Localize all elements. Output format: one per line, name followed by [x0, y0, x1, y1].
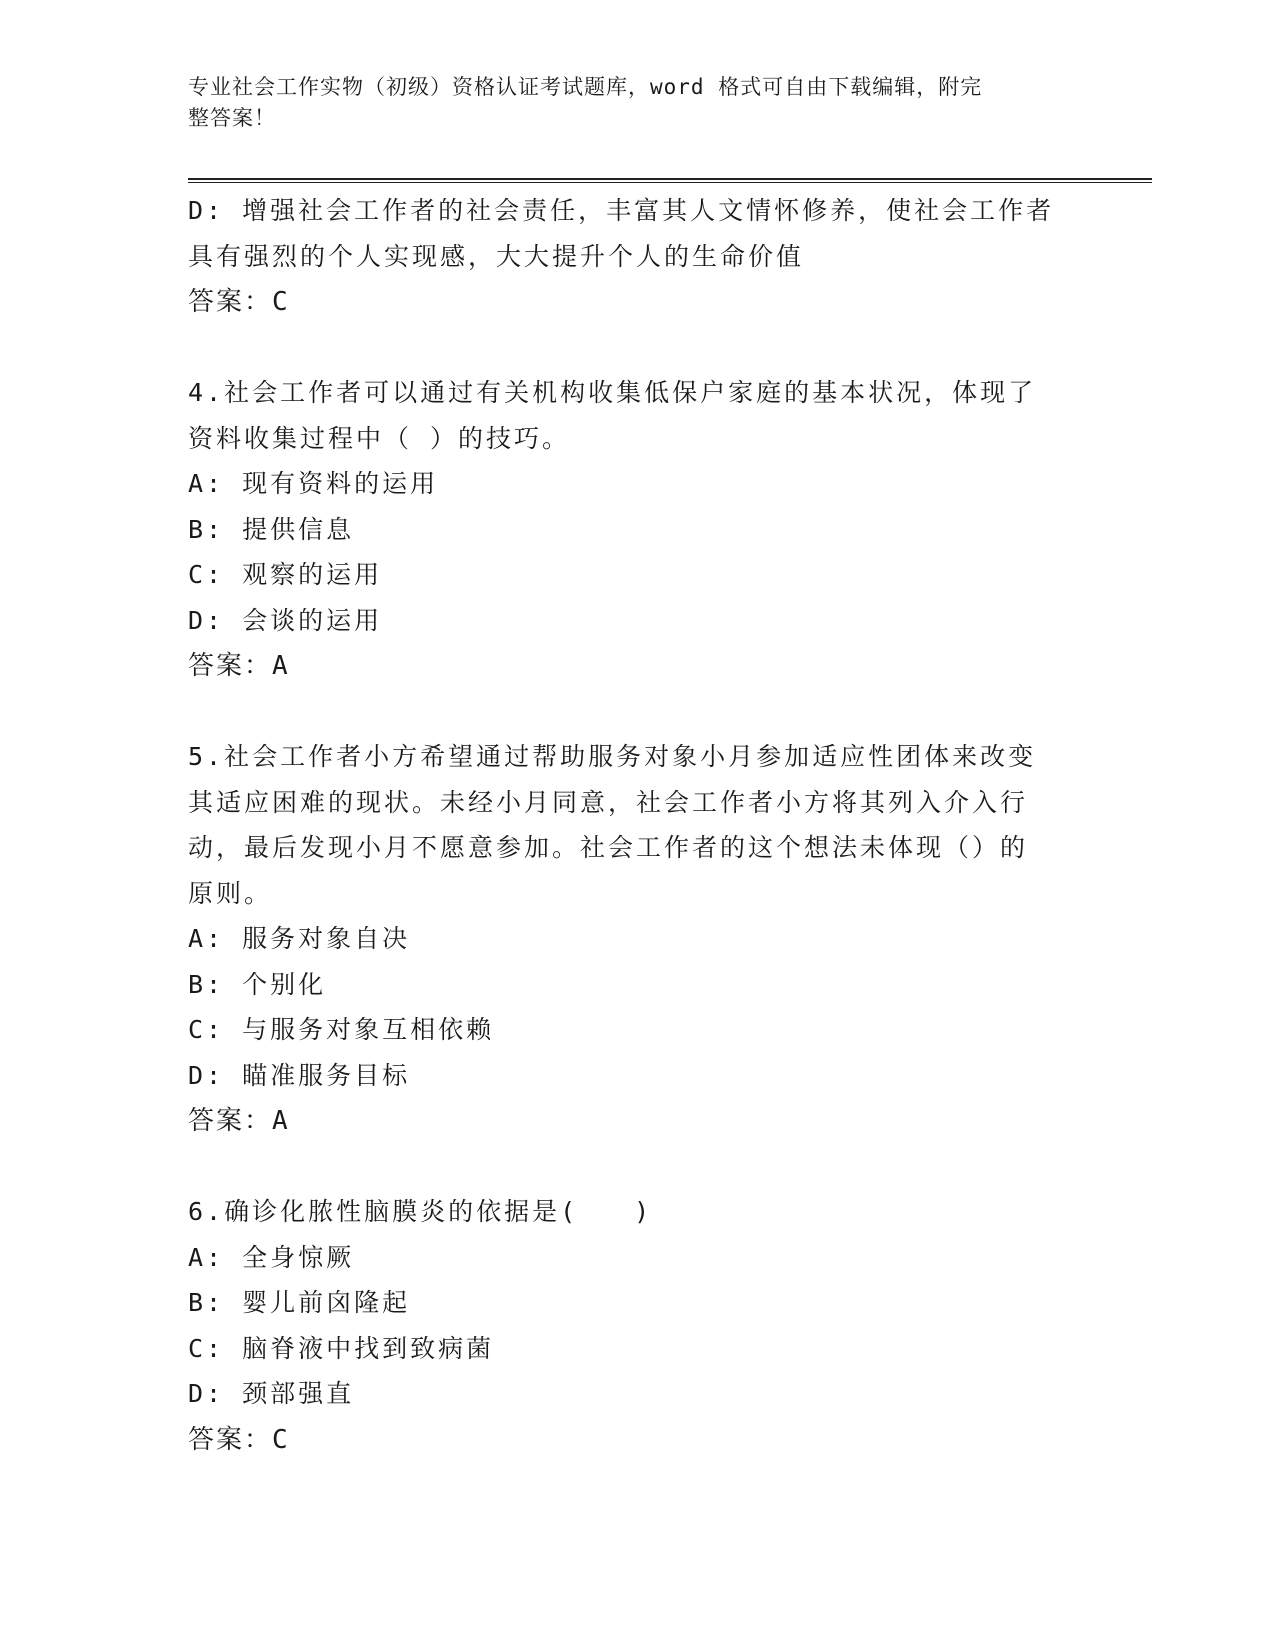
option-c: C: 与服务对象互相依赖	[188, 1015, 495, 1044]
document-header	[188, 72, 1068, 134]
question-3-tail	[188, 188, 1088, 325]
answer: 答案：C	[188, 287, 290, 317]
question-stem-continued: 其适应困难的现状。未经小月同意，社会工作者小方将其列入介入行	[188, 787, 1029, 817]
option-b: B: 个别化	[188, 969, 327, 999]
option-a: A: 全身惊厥	[188, 1242, 355, 1272]
option-d-continued: 具有强烈的个人实现感，大大提升个人的生命价值	[188, 241, 805, 271]
option-b: B: 提供信息	[188, 514, 355, 544]
question-stem-continued: 动，最后发现小月不愿意参加。社会工作者的这个想法未体现（）的	[188, 833, 1029, 862]
option-d: D: 会谈的运用	[188, 605, 383, 635]
question-stem: 5.社会工作者小方希望通过帮助服务对象小月参加适应性团体来改变	[188, 742, 1037, 771]
question-4	[188, 370, 1088, 689]
answer: 答案：A	[188, 651, 290, 681]
spacer	[188, 1144, 1088, 1189]
question-list	[188, 188, 1088, 1463]
header-line-1: 专业社会工作实物（初级）资格认证考试题库，word 格式可自由下载编辑，附完	[188, 75, 983, 99]
option-d: D: 瞄准服务目标	[188, 1060, 411, 1090]
option-d: D: 颈部强直	[188, 1379, 355, 1408]
option-a: A: 服务对象自决	[188, 924, 411, 953]
question-stem: 4.社会工作者可以通过有关机构收集低保户家庭的基本状况，体现了	[188, 378, 1037, 407]
question-6	[188, 1189, 1088, 1463]
answer: 答案：A	[188, 1106, 290, 1136]
option-d: D: 增强社会工作者的社会责任，丰富其人文情怀修养，使社会工作者	[188, 196, 1055, 225]
header-line-2: 整答案！	[188, 106, 276, 130]
answer: 答案：C	[188, 1424, 290, 1455]
spacer	[188, 325, 1088, 370]
option-b: B: 婴儿前囟隆起	[188, 1288, 411, 1317]
option-c: C: 脑脊液中找到致病菌	[188, 1333, 495, 1363]
question-stem-continued: 原则。	[188, 878, 273, 908]
option-c: C: 观察的运用	[188, 560, 383, 589]
question-stem: 6.确诊化脓性脑膜炎的依据是( )	[188, 1197, 653, 1226]
spacer	[188, 689, 1088, 734]
header-divider	[188, 178, 1152, 183]
question-5	[188, 734, 1088, 1144]
option-a: A: 现有资料的运用	[188, 469, 439, 498]
question-stem-continued: 资料收集过程中（ ）的技巧。	[188, 423, 571, 453]
